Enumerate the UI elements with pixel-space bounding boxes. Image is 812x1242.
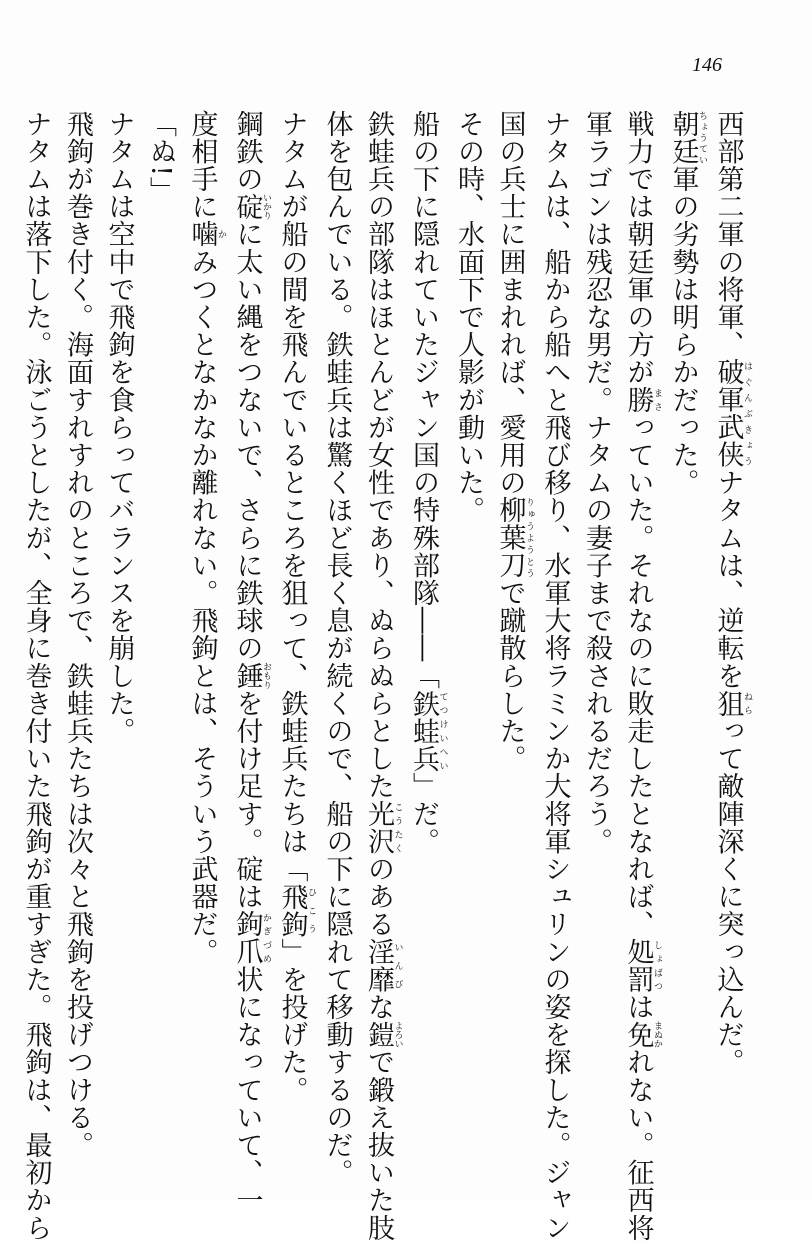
text-segment: 体を包んでいる。鉄蛙兵は驚くほど長く息が続くので、船の下に隠れて移動するのだ。 [321, 110, 353, 1187]
furigana-reading: ひこう [306, 882, 316, 938]
ruby-annotated-word [712, 358, 752, 469]
ruby-annotated-word [622, 1020, 662, 1049]
furigana-reading: よろい [392, 1020, 403, 1049]
furigana-reading: か [216, 220, 226, 248]
text-line [403, 110, 448, 1170]
ruby-annotated-word [276, 882, 316, 939]
ruby-base: 錘 [231, 662, 263, 690]
text-line [534, 110, 576, 1242]
text-line [98, 110, 140, 1170]
text-line [662, 110, 707, 1170]
text-segment: は [622, 993, 654, 1021]
furigana-reading: おもり [261, 662, 271, 690]
ruby-base: 処罰 [622, 938, 654, 994]
text-segment: って敵陣深くに突っ込んだ。 [712, 717, 744, 1077]
text-segment: ナタムは落下した。泳ごうとしたが、全身に巻き付いた飛鉤が重すぎた。飛鉤は、最初から [20, 110, 52, 1242]
text-line [181, 110, 226, 1170]
ruby-annotated-word [231, 662, 271, 690]
text-segment: のある [363, 855, 394, 939]
text-segment: 」を投げた。 [276, 938, 308, 1104]
furigana-reading: りゅうようとう [524, 496, 534, 580]
furigana-reading: まさ [652, 386, 662, 414]
page-number: 146 [692, 54, 722, 76]
ruby-base: 光沢 [363, 800, 394, 856]
text-line [707, 110, 752, 1170]
ruby-annotated-word [363, 1020, 403, 1049]
ruby-annotated-word [186, 220, 226, 249]
text-line [358, 110, 403, 1242]
ruby-base: 免 [622, 1020, 654, 1049]
text-segment: ナタムは空中で飛鉤を食らってバランスを崩した。 [103, 110, 135, 745]
text-segment: 国の兵士に囲まれれば、愛用の [494, 110, 526, 497]
ruby-annotated-word [231, 910, 271, 966]
vertical-text-body [15, 110, 752, 1242]
furigana-reading: ねら [742, 689, 752, 718]
furigana-reading: いんび [392, 938, 403, 994]
text-segment: 鋼鉄の [231, 110, 263, 193]
furigana-reading: はぐんぶきょう [742, 358, 752, 469]
ruby-base: 淫靡 [363, 938, 394, 994]
text-segment: を付け足す。碇は [231, 689, 263, 911]
text-line [448, 110, 490, 1170]
furigana-reading: いかり [261, 192, 271, 221]
text-segment: 度相手に [186, 110, 218, 221]
ruby-annotated-word [494, 496, 534, 580]
text-line [617, 110, 662, 1242]
ruby-base: 碇 [231, 192, 263, 221]
text-line [226, 110, 271, 1215]
ruby-annotated-word [622, 938, 662, 994]
text-segment: で鍛え抜いた肢 [363, 1048, 394, 1242]
text-line [576, 110, 618, 1170]
text-segment: 西部第二軍の将軍、 [712, 110, 744, 359]
ruby-annotated-word [622, 386, 662, 414]
ruby-annotated-word [667, 110, 707, 166]
text-segment: 軍ラゴンは残忍な男だ。ナタムの妻子まで殺されるだろう。 [581, 110, 612, 856]
text-segment: ナタムは、船から船へと飛び移り、水軍大将ラミンか大将軍シュリンの姿を探した。ジャン [539, 110, 571, 1242]
text-segment: その時、水面下で人影が動いた。 [453, 110, 484, 524]
text-segment: 軍の劣勢は明らかだった。 [667, 165, 699, 497]
furigana-reading: かぎづめ [261, 910, 271, 966]
text-line [271, 110, 316, 1170]
ruby-base: 鉄蛙兵 [408, 689, 439, 773]
furigana-reading: まぬか [652, 1020, 662, 1049]
ruby-base: 鎧 [363, 1020, 394, 1049]
ruby-annotated-word [363, 938, 403, 994]
text-segment: っていた。それなのに敗走したとなれば、 [622, 413, 654, 939]
ruby-base: 噛 [186, 220, 218, 249]
ruby-base: 飛鉤 [276, 882, 308, 939]
text-line [140, 110, 182, 1170]
text-segment: 戦力では朝廷軍の方が [622, 110, 654, 386]
ruby-base: 狙 [712, 689, 744, 718]
furigana-reading: こうたく [392, 800, 403, 856]
text-segment: に太い縄をつないで、さらに鉄球の [231, 220, 263, 663]
ruby-base: 朝廷 [667, 110, 699, 166]
text-segment: ナタムは、逆転を [712, 468, 744, 690]
text-segment: 状になっていて、一 [231, 965, 263, 1215]
ruby-base: 柳葉刀 [494, 496, 526, 580]
text-segment: 「ぬ!」 [145, 110, 176, 205]
ruby-annotated-word [712, 689, 752, 718]
text-segment: れない。征西将 [622, 1048, 654, 1242]
furigana-reading: てつけいへい [437, 689, 448, 773]
furigana-reading: ちょうてい [697, 110, 707, 166]
text-segment: な [363, 993, 394, 1021]
text-segment: 飛鉤が巻き付く。海面すれすれのところで、鉄蛙兵たちは次々と飛鉤を投げつける。 [62, 110, 93, 1159]
text-line [57, 110, 99, 1170]
text-segment: で蹴散らした。 [494, 579, 526, 773]
ruby-annotated-word [408, 689, 448, 773]
text-segment: ナタムが船の間を飛んでいるところを狙って、鉄蛙兵たちは「 [276, 110, 308, 883]
ruby-annotated-word [363, 800, 403, 856]
text-line [489, 110, 534, 1170]
text-segment: みつくとなかなか離れない。飛鉤とは、そういう武器だ。 [186, 248, 218, 966]
text-segment: 鉄蛙兵の部隊はほとんどが女性であり、ぬらぬらとした [363, 110, 394, 800]
text-segment: 」だ。 [408, 772, 439, 856]
furigana-reading: しょばつ [652, 938, 662, 994]
text-segment: 船の下に隠れていたジャン国の特殊部隊――「 [408, 110, 439, 690]
ruby-base: 破軍武侠 [712, 358, 744, 469]
ruby-base: 勝 [622, 386, 654, 414]
text-line [15, 110, 57, 1242]
text-line [316, 110, 358, 1187]
ruby-annotated-word [231, 192, 271, 221]
ruby-base: 鉤爪 [231, 910, 263, 966]
